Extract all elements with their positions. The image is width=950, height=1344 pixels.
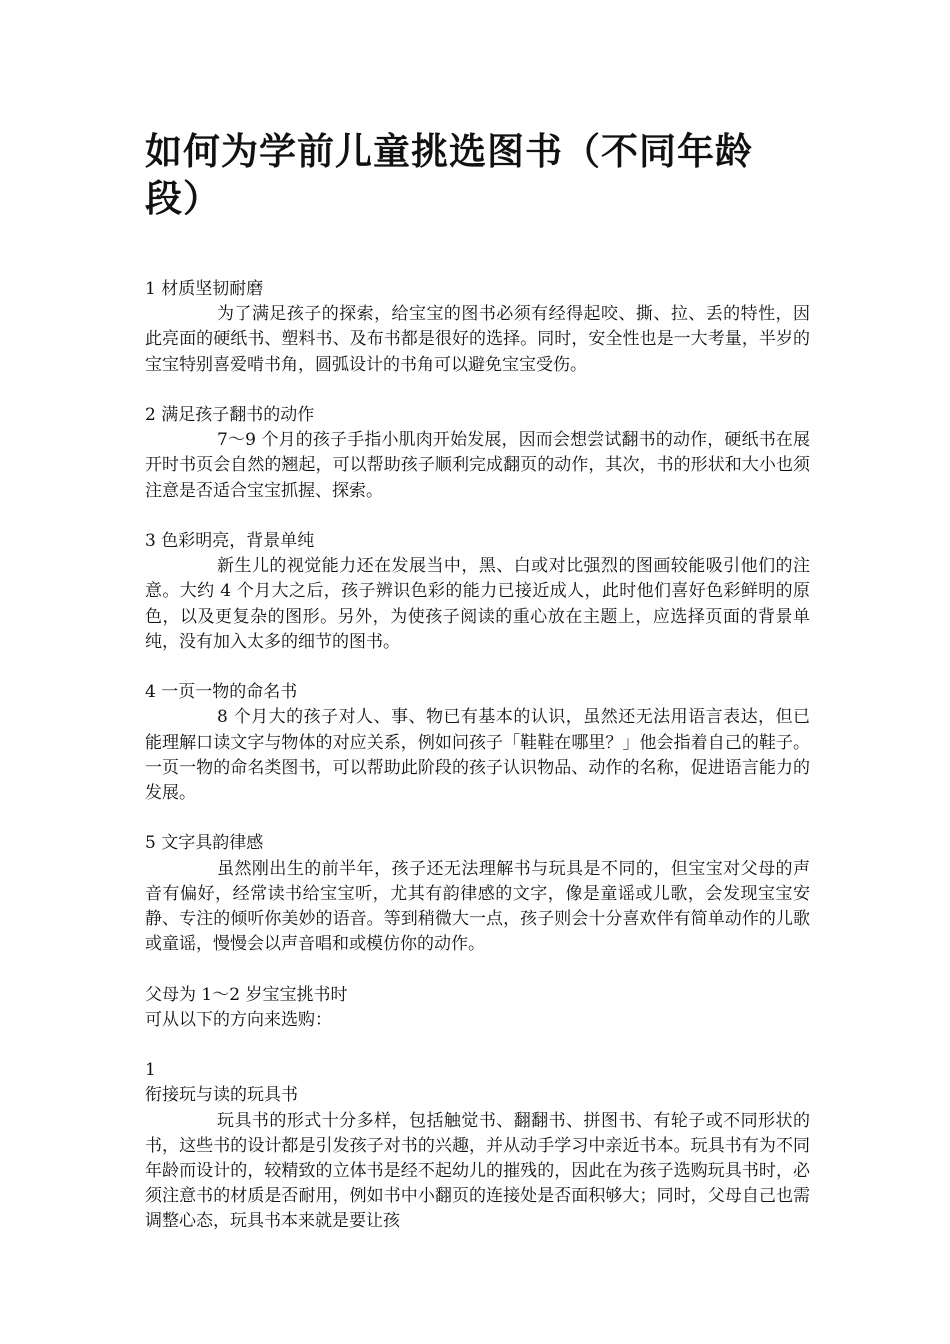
section-paragraph: 8 个月大的孩子对人、事、物已有基本的认识，虽然还无法用语言表达，但已能理解口读文字与物体的对应关系，例如问孩子「鞋鞋在哪里？」他会指着自己的鞋子。一页一物的命名类图书，可以帮助此阶段的孩子认识物品、动作的名称，促进语言能力的发展。 bbox=[145, 707, 810, 804]
section-heading: 3 色彩明亮，背景单纯 bbox=[145, 531, 315, 551]
section-heading: 5 文字具韵律感 bbox=[145, 833, 264, 854]
section-paragraph: 为了满足孩子的探索，给宝宝的图书必须有经得起咬、撕、拉、丢的特性，因此亮面的硬纸书、塑料书、及布书都是很好的选择。同时，安全性也是一大考量，半岁的宝宝特别喜爱啃书角，圆弧设计的书角可以避免宝宝受伤。 bbox=[145, 304, 810, 375]
document-page bbox=[145, 128, 810, 1260]
section-paragraph: 新生儿的视觉能力还在发展当中，黑、白或对比强烈的图画较能吸引他们的注意。大约 4 个月大之后，孩子辨识色彩的能力已接近成人，此时他们喜好色彩鲜明的原色，以及更复杂的图形。另外，为使孩子阅读的重心放在主题上，应选择页面的背景单纯，没有加入太多的细节的图书。 bbox=[145, 556, 810, 652]
section-paragraph: 虽然刚出生的前半年，孩子还无法理解书与玩具是不同的，但宝宝对父母的声音有偏好，经常读书给宝宝听，尤其有韵律感的文字，像是童谣或儿歌，会发现宝宝安静、专注的倾听你美妙的语音。等到稍微大一点，孩子则会十分喜欢伴有简单动作的儿歌或童谣，慢慢会以声音唱和或模仿你的动作。 bbox=[145, 858, 810, 955]
section-3 bbox=[145, 529, 810, 655]
section-5 bbox=[145, 831, 810, 957]
document-body bbox=[145, 277, 810, 1235]
subsection-number: 1 bbox=[145, 1060, 156, 1081]
section-1 bbox=[145, 277, 810, 378]
document-title: 如何为学前儿童挑选图书（不同年龄段） bbox=[145, 129, 753, 220]
section-heading: 1 材质坚韧耐磨 bbox=[145, 279, 264, 299]
intro-block bbox=[145, 983, 810, 1033]
section-2 bbox=[145, 403, 810, 504]
intro-line: 父母为 1～2 岁宝宝挑书时 bbox=[145, 984, 348, 1005]
section-heading: 2 满足孩子翻书的动作 bbox=[145, 405, 315, 425]
intro-line: 可从以下的方向来选购： bbox=[145, 1009, 332, 1030]
subsection-heading: 衔接玩与读的玩具书 bbox=[145, 1085, 298, 1106]
subsection-1 bbox=[145, 1058, 810, 1234]
section-paragraph: 7～9 个月的孩子手指小肌肉开始发展，因而会想尝试翻书的动作，硬纸书在展开时书页会自然的翘起，可以帮助孩子顺利完成翻页的动作，其次，书的形状和大小也须注意是否适合宝宝抓握、探索。 bbox=[145, 430, 810, 501]
section-heading: 4 一页一物的命名书 bbox=[145, 682, 298, 703]
section-4 bbox=[145, 680, 810, 806]
subsection-paragraph: 玩具书的形式十分多样，包括触觉书、翻翻书、拼图书、有轮子或不同形状的书，这些书的设计都是引发孩子对书的兴趣，并从动手学习中亲近书本。玩具书有为不同年龄而设计的，较精致的立体书是经不起幼儿的摧残的，因此在为孩子选购玩具书时，必须注意书的材质是否耐用，例如书中小翻页的连接处是否面积够大；同时，父母自己也需调整心态，玩具书本来就是要让孩 bbox=[145, 1110, 810, 1232]
